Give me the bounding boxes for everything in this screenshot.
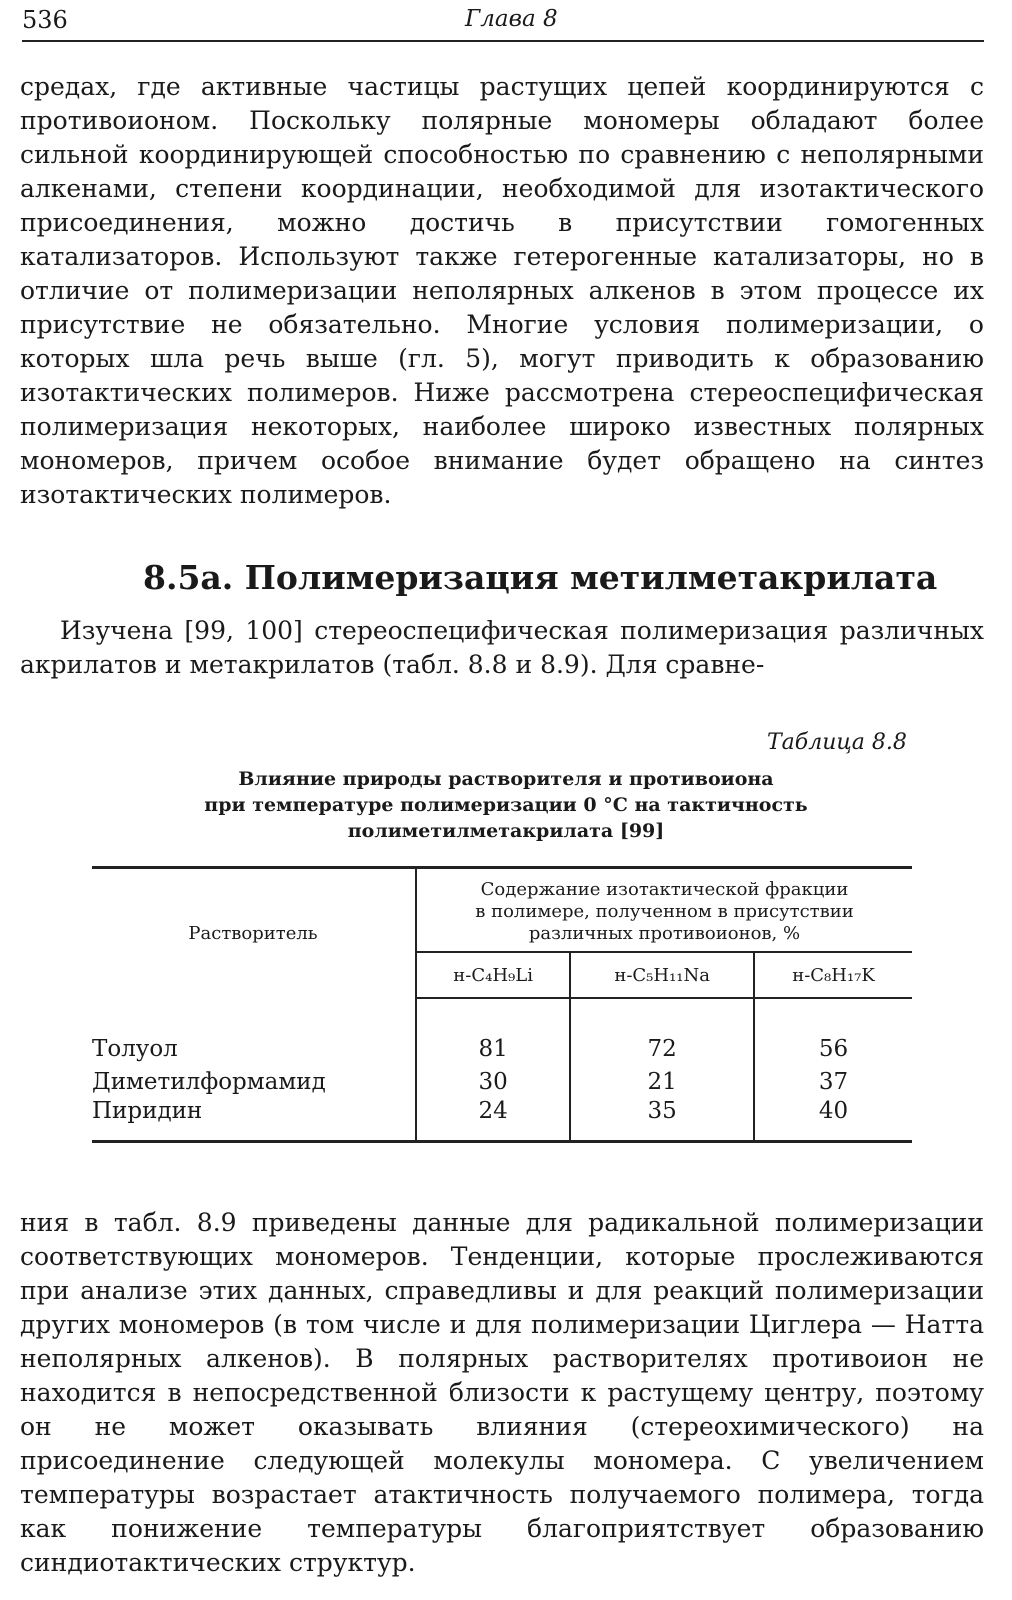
column-header-counterion: н-C₄H₉Li bbox=[416, 952, 570, 998]
solvent-counterion-table bbox=[92, 866, 912, 1143]
table-caption-line-3: полиметилметакрилата [99] bbox=[347, 820, 665, 842]
solvent-name-cell: Пиридин bbox=[92, 1098, 416, 1142]
isotactic-value-cell: 56 bbox=[754, 1032, 912, 1065]
table-row bbox=[92, 1065, 912, 1098]
table-body bbox=[92, 998, 912, 1142]
header-rule bbox=[22, 40, 984, 42]
table-spacer-cell bbox=[754, 998, 912, 1032]
paragraph-1: средах, где активные частицы растущих цепей координируются с противоионом. Поскольку полярные мономеры обладают более сильной координирующей способностью по сравнению с неполярными алкенами, степени координации, необходимой для изотактического присоединения, можно достичь в присутствии гомогенных катализаторов. Используют также гетерогенные катализаторы, но в отличие от полимеризации неполярных алкенов в этом процессе их присутствие не обязательно. Многие условия полимеризации, о которых шла речь выше (гл. 5), могут приводить к образованию изотактических полимеров. Ниже рассмотрена стереоспецифическая полимеризация некоторых, наиболее широко известных полярных мономеров, причем особое внимание будет обращено на синтез изотактических полимеров. bbox=[20, 72, 984, 509]
solvent-name-cell: Диметилформамид bbox=[92, 1068, 326, 1095]
table-row bbox=[92, 1032, 912, 1065]
table-spacer-cell bbox=[416, 998, 570, 1032]
column-header-isotactic-line-3: различных противоионов, % bbox=[528, 923, 801, 944]
table-row bbox=[92, 1098, 912, 1142]
table-number: Таблица 8.8 bbox=[767, 730, 907, 755]
table-spacer-cell bbox=[92, 998, 416, 1032]
column-header-isotactic-line-1: Содержание изотактической фракции bbox=[480, 879, 849, 900]
section-heading: 8.5а. Полимеризация метилметакрилата bbox=[143, 558, 938, 597]
column-header-counterion: н-C₅H₁₁Na bbox=[570, 952, 754, 998]
table-spacer-cell bbox=[570, 998, 754, 1032]
running-head: Глава 8 bbox=[465, 6, 558, 32]
solvent-name-cell: Толуол bbox=[92, 1035, 178, 1062]
solvent-table-container bbox=[92, 866, 912, 1143]
column-header-counterion: н-C₈H₁₇K bbox=[754, 952, 912, 998]
paragraph-2: Изучена [99, 100] стереоспецифическая полимеризация различных акрилатов и метакрилатов (табл. 8.8 и 8.9). Для сравне- bbox=[20, 616, 984, 679]
column-header-solvent: Растворитель bbox=[92, 868, 416, 999]
table-spacer-row bbox=[92, 998, 912, 1032]
page-number: 536 bbox=[22, 6, 68, 34]
table-header-row-1 bbox=[92, 868, 912, 953]
isotactic-value-cell: 81 bbox=[416, 1032, 570, 1065]
table-caption-line-2: при температуре полимеризации 0 °С на тактичность bbox=[204, 794, 808, 816]
table-caption-line-1: Влияние природы растворителя и противоиона bbox=[238, 768, 774, 790]
isotactic-value-cell: 30 bbox=[416, 1065, 570, 1098]
isotactic-value-cell: 21 bbox=[570, 1065, 754, 1098]
page-header bbox=[22, 4, 984, 44]
isotactic-value-cell: 72 bbox=[570, 1032, 754, 1065]
isotactic-value-cell: 35 bbox=[570, 1098, 754, 1142]
column-header-isotactic-content bbox=[416, 868, 912, 953]
column-header-isotactic-line-2: в полимере, полученном в присутствии bbox=[475, 901, 854, 922]
table-caption bbox=[100, 766, 912, 844]
isotactic-value-cell: 40 bbox=[754, 1098, 912, 1142]
isotactic-value-cell: 24 bbox=[416, 1098, 570, 1142]
isotactic-value-cell: 37 bbox=[754, 1065, 912, 1098]
paragraph-3: ния в табл. 8.9 приведены данные для радикальной полимеризации соответствующих мономеров. Тенденции, которые прослеживаются при анализе этих данных, справедливы и для реакций полимеризации других мономеров (в том числе и для полимеризации Циглера — Натта неполярных алкенов). В полярных растворителях противоион не находится в непосредственной близости к растущему центру, поэтому он не может оказывать влияния (стереохимического) на присоединение следующей молекулы мономера. С увеличением температуры возрастает атактичность получаемого полимера, тогда как понижение температуры благоприятствует образованию синдиотактических структур. bbox=[20, 1208, 984, 1577]
table-head bbox=[92, 868, 912, 999]
